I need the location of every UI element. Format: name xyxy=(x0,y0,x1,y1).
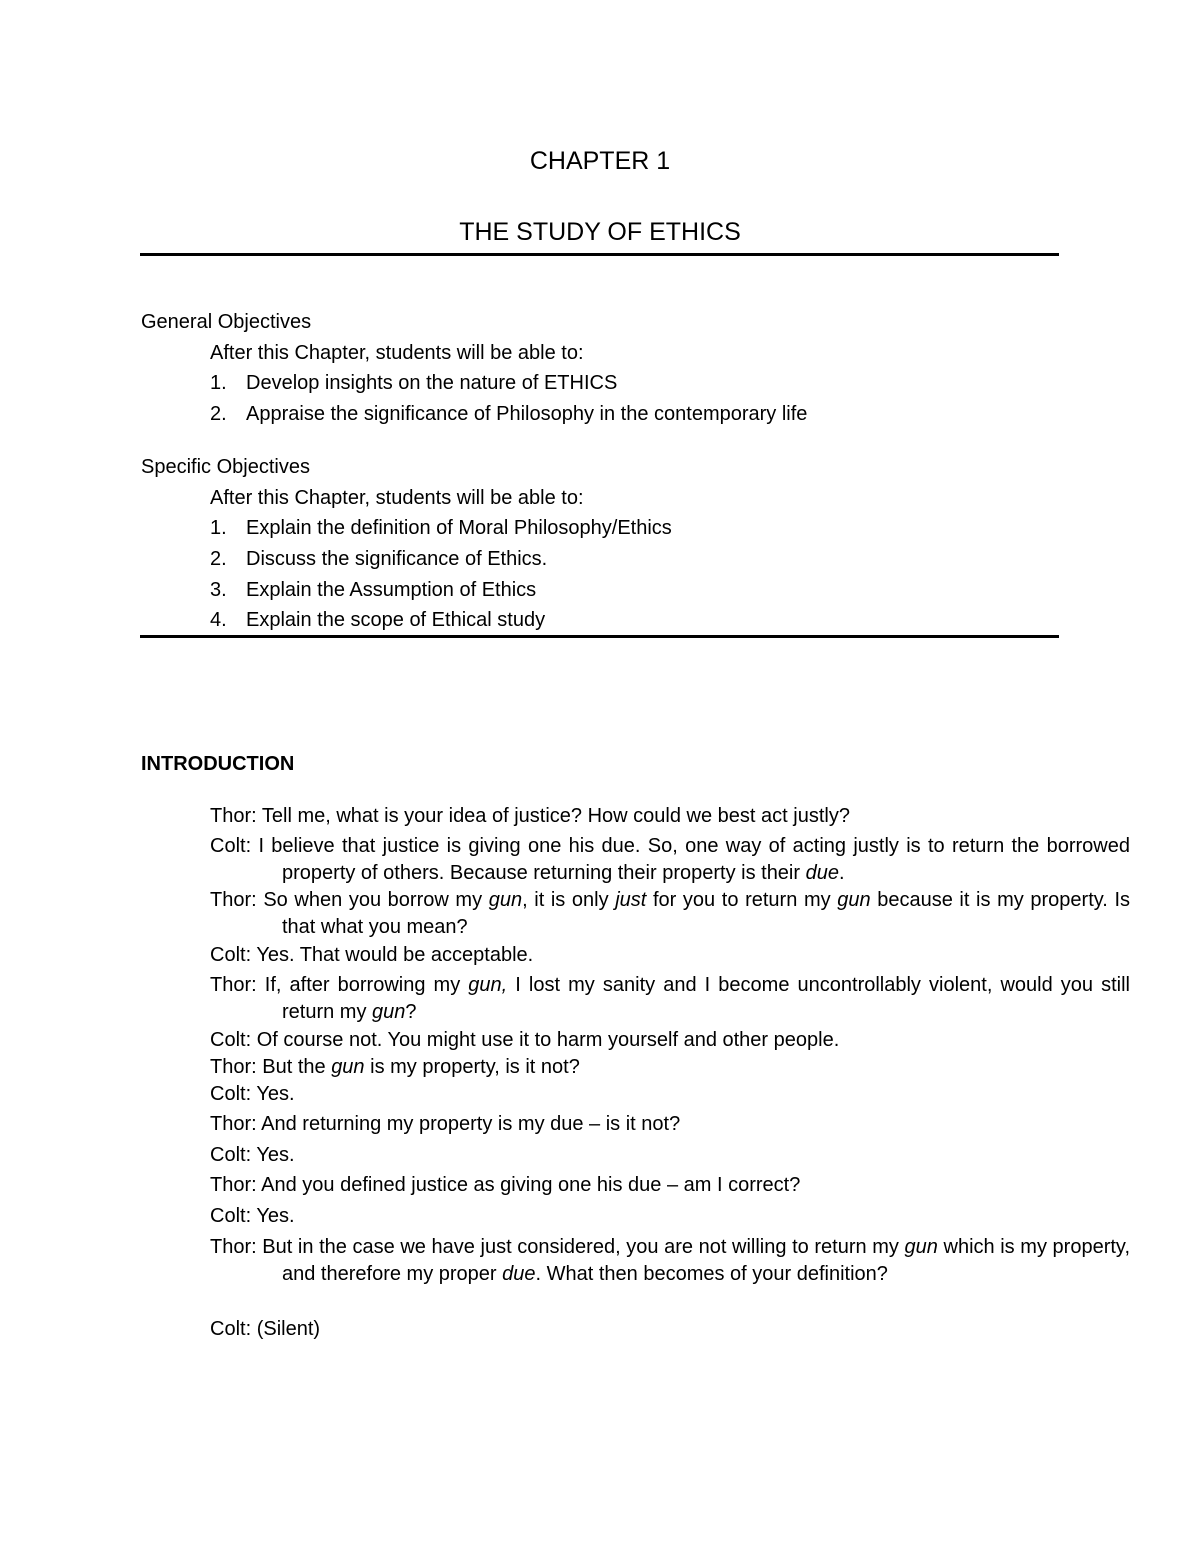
speaker: Colt: xyxy=(210,1029,252,1051)
emphasis: due xyxy=(805,862,839,884)
emphasis: gun xyxy=(372,1001,406,1023)
speaker: Colt: xyxy=(210,1083,252,1105)
speaker: Thor: xyxy=(210,1113,257,1135)
item-number: 1. xyxy=(210,517,227,539)
line-text: And you defined justice as giving one his due – am I correct? xyxy=(261,1174,801,1196)
dialogue-line xyxy=(210,1081,1130,1108)
dialogue-line xyxy=(210,887,1130,941)
line-text: . xyxy=(838,862,845,884)
specific-objectives-intro: After this Chapter, students will be able to: xyxy=(210,487,584,509)
item-number: 2. xyxy=(210,548,227,570)
emphasis: due xyxy=(502,1263,536,1285)
line-text: because it is my property. Is that what you mean? xyxy=(282,889,1130,938)
line-text: which is my property, and therefore my proper xyxy=(282,1236,1130,1285)
speaker: Colt: xyxy=(210,944,252,966)
item-text: Appraise the significance of Philosophy in the contemporary life xyxy=(246,403,808,425)
dialogue-line xyxy=(210,803,1130,830)
line-text: So when you borrow my xyxy=(263,889,489,911)
speaker: Colt: xyxy=(210,1318,252,1340)
emphasis: gun xyxy=(837,889,871,911)
item-text: Explain the Assumption of Ethics xyxy=(246,579,537,601)
dialogue-line xyxy=(210,1203,1130,1230)
introduction-heading: INTRODUCTION xyxy=(141,753,295,775)
specific-objectives-heading: Specific Objectives xyxy=(141,456,310,478)
dialogue-line xyxy=(210,1054,1130,1081)
speaker: Thor: xyxy=(210,805,257,827)
specific-objective-item xyxy=(210,513,672,543)
line-text: (Silent) xyxy=(256,1318,321,1340)
line-text: But in the case we have just considered, you are not willing to return my xyxy=(262,1236,905,1258)
general-objective-item xyxy=(210,368,617,398)
item-text: Explain the definition of Moral Philosophy/Ethics xyxy=(246,517,672,539)
line-text: Tell me, what is your idea of justice? How could we best act justly? xyxy=(261,805,850,827)
dialogue-line xyxy=(210,1142,1130,1169)
dialogue-line xyxy=(210,1172,1130,1199)
line-text: ? xyxy=(405,1001,417,1023)
speaker: Colt: xyxy=(210,1205,252,1227)
emphasis: gun xyxy=(331,1056,365,1078)
line-text: , it is only xyxy=(522,889,616,911)
specific-objective-item xyxy=(210,544,547,574)
item-number: 4. xyxy=(210,609,227,631)
dialogue-line xyxy=(210,1234,1130,1288)
speaker: Thor: xyxy=(210,1174,257,1196)
emphasis: gun xyxy=(488,889,523,911)
emphasis: just xyxy=(615,889,647,911)
line-text: . What then becomes of your definition? xyxy=(535,1263,888,1285)
dialogue-line xyxy=(210,942,1130,969)
general-objectives-heading: General Objectives xyxy=(141,311,312,333)
dialogue-line xyxy=(210,1316,1130,1343)
line-text: Yes. xyxy=(256,1144,295,1166)
dialogue-line xyxy=(210,1027,1130,1054)
line-text: Yes. xyxy=(256,1083,295,1105)
speaker: Thor: xyxy=(210,889,257,911)
line-text: I believe that justice is giving one his due. So, one way of acting justly is to return the borrowed property of others. Because returning their property is their xyxy=(258,835,1130,884)
item-number: 3. xyxy=(210,579,227,601)
item-number: 1. xyxy=(210,372,227,394)
bottom-rule xyxy=(140,635,1059,638)
speaker: Colt: xyxy=(210,835,252,857)
chapter-number: CHAPTER 1 xyxy=(529,147,671,175)
speaker: Thor: xyxy=(210,1236,257,1258)
item-text: Explain the scope of Ethical study xyxy=(246,609,546,631)
line-text: for you to return my xyxy=(646,889,838,911)
general-objectives-intro: After this Chapter, students will be able to: xyxy=(210,342,584,364)
specific-objective-item xyxy=(210,605,545,635)
specific-objective-item xyxy=(210,575,536,605)
speaker: Colt: xyxy=(210,1144,252,1166)
top-rule xyxy=(140,253,1059,256)
item-text: Develop insights on the nature of ETHICS xyxy=(246,372,618,394)
line-text: I lost my sanity and I become uncontrollably violent, would you still return my xyxy=(282,974,1131,1023)
line-text: is my property, is it not? xyxy=(364,1056,580,1078)
emphasis: gun xyxy=(904,1236,938,1258)
dialogue-line xyxy=(210,1111,1130,1138)
dialogue-line xyxy=(210,972,1130,1026)
speaker: Thor: xyxy=(210,974,257,996)
dialogue-line xyxy=(210,833,1130,887)
line-text: Of course not. You might use it to harm yourself and other people. xyxy=(256,1029,840,1051)
item-number: 2. xyxy=(210,403,227,425)
general-objective-item xyxy=(210,399,807,429)
line-text: Yes. That would be acceptable. xyxy=(256,944,534,966)
line-text: Yes. xyxy=(256,1205,295,1227)
chapter-title: THE STUDY OF ETHICS xyxy=(459,218,741,246)
emphasis: gun, xyxy=(468,974,508,996)
speaker: Thor: xyxy=(210,1056,257,1078)
line-text: If, after borrowing my xyxy=(264,974,469,996)
line-text: And returning my property is my due – is it not? xyxy=(261,1113,681,1135)
line-text: But the xyxy=(262,1056,332,1078)
item-text: Discuss the significance of Ethics. xyxy=(246,548,548,570)
